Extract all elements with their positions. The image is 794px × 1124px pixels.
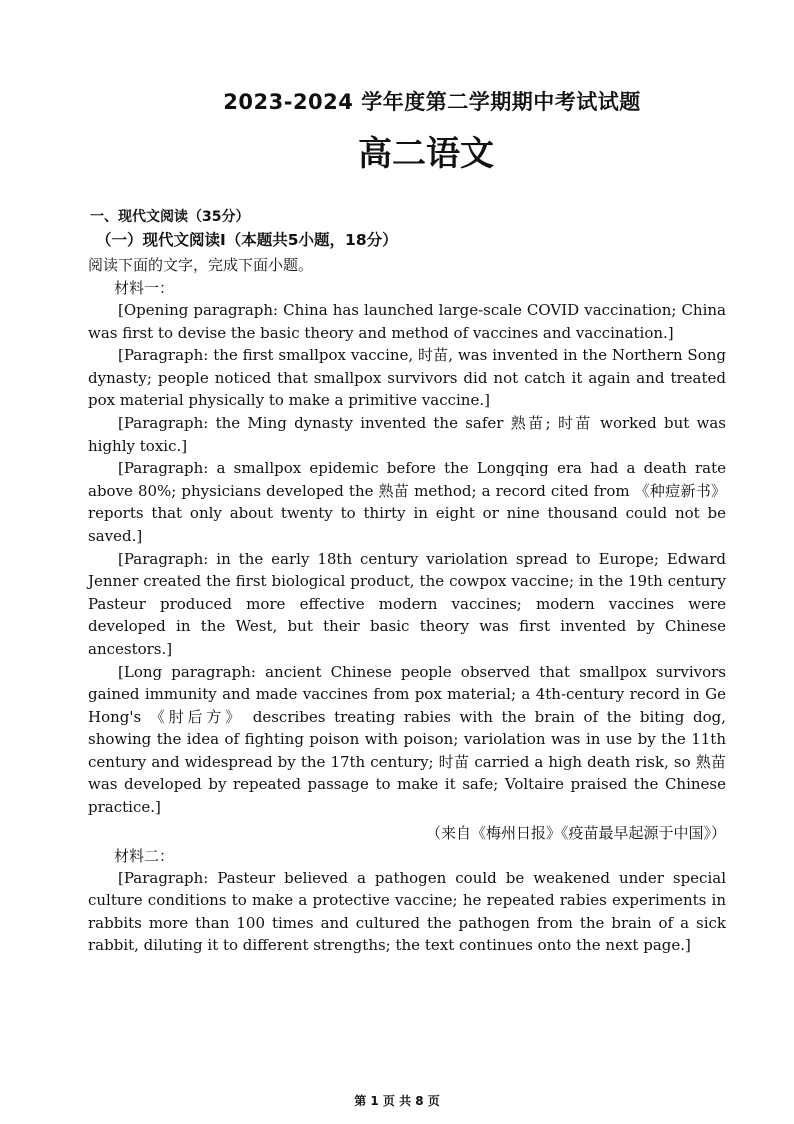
subject-title: 高二语文 [358,134,494,174]
material-one-paragraph: [Long paragraph: ancient Chinese people observed that smallpox survivors gained immunity and made vaccines from pox material; a 4th-century record in Ge Hong's 《肘后方》 describes treating rabies with the brain of the biting dog, showing the idea of fighting poison with poison; variolation was in use by the 11th century and widespread by the 17th century; 时苗 carried a high death risk, so 熟苗 was developed by repeated passage to make it safe; Voltaire praised the Chinese practice.] [88,662,726,817]
exam-title: 2023-2024 学年度第二学期期中考试试题 [223,90,641,114]
exam-content [88,206,726,957]
section-heading: 一、现代文阅读（35分） [90,209,250,225]
material-two-paragraph: [Paragraph: Pasteur believed a pathogen could be weakened under special culture conditions to make a protective vaccine; he repeated rabies experiments in rabbits more than 100 times and cultured the pathogen from the brain of a sick rabbit, diluting it to different strengths; the text continues onto the next page.] [88,868,726,955]
subsection-heading: （一）现代文阅读Ⅰ（本题共5小题，18分） [96,231,398,249]
material-one-paragraph: [Opening paragraph: China has launched large-scale COVID vaccination; China was first to devise the basic theory and method of vaccines and vaccination.] [88,301,726,342]
material-one-paragraph: [Paragraph: the Ming dynasty invented the safer 熟苗; 时苗 worked but was highly toxic.] [88,413,726,455]
material-two-label: 材料二： [114,846,175,865]
material-one-paragraph: [Paragraph: in the early 18th century variolation spread to Europe; Edward Jenner created the first biological product, the cowpox vaccine; in the 19th century Pasteur produced more effective modern vaccines; modern vaccines were developed in the West, but their basic theory was first invented by Chinese ancestors.] [88,549,726,658]
material-one-label: 材料一： [114,279,175,297]
reading-instruction: 阅读下面的文字，完成下面小题。 [88,256,314,274]
page-number: 第 1 页 共 8 页 [354,1094,440,1108]
material-one-paragraph: [Paragraph: the first smallpox vaccine, 时苗, was invented in the Northern Song dynasty; people noticed that smallpox survivors did not catch it again and treated pox material physically to make a primitive vaccine.] [88,346,726,410]
material-one-source: （来自《梅州日报》《疫苗最早起源于中国》） [425,823,726,842]
material-one-paragraph: [Paragraph: a smallpox epidemic before the Longqing era had a death rate above 80%; physicians developed the 熟苗 method; a record cited from 《种痘新书》 reports that only about twenty to thirty in eight or nine thousand could not be saved.] [88,459,726,545]
